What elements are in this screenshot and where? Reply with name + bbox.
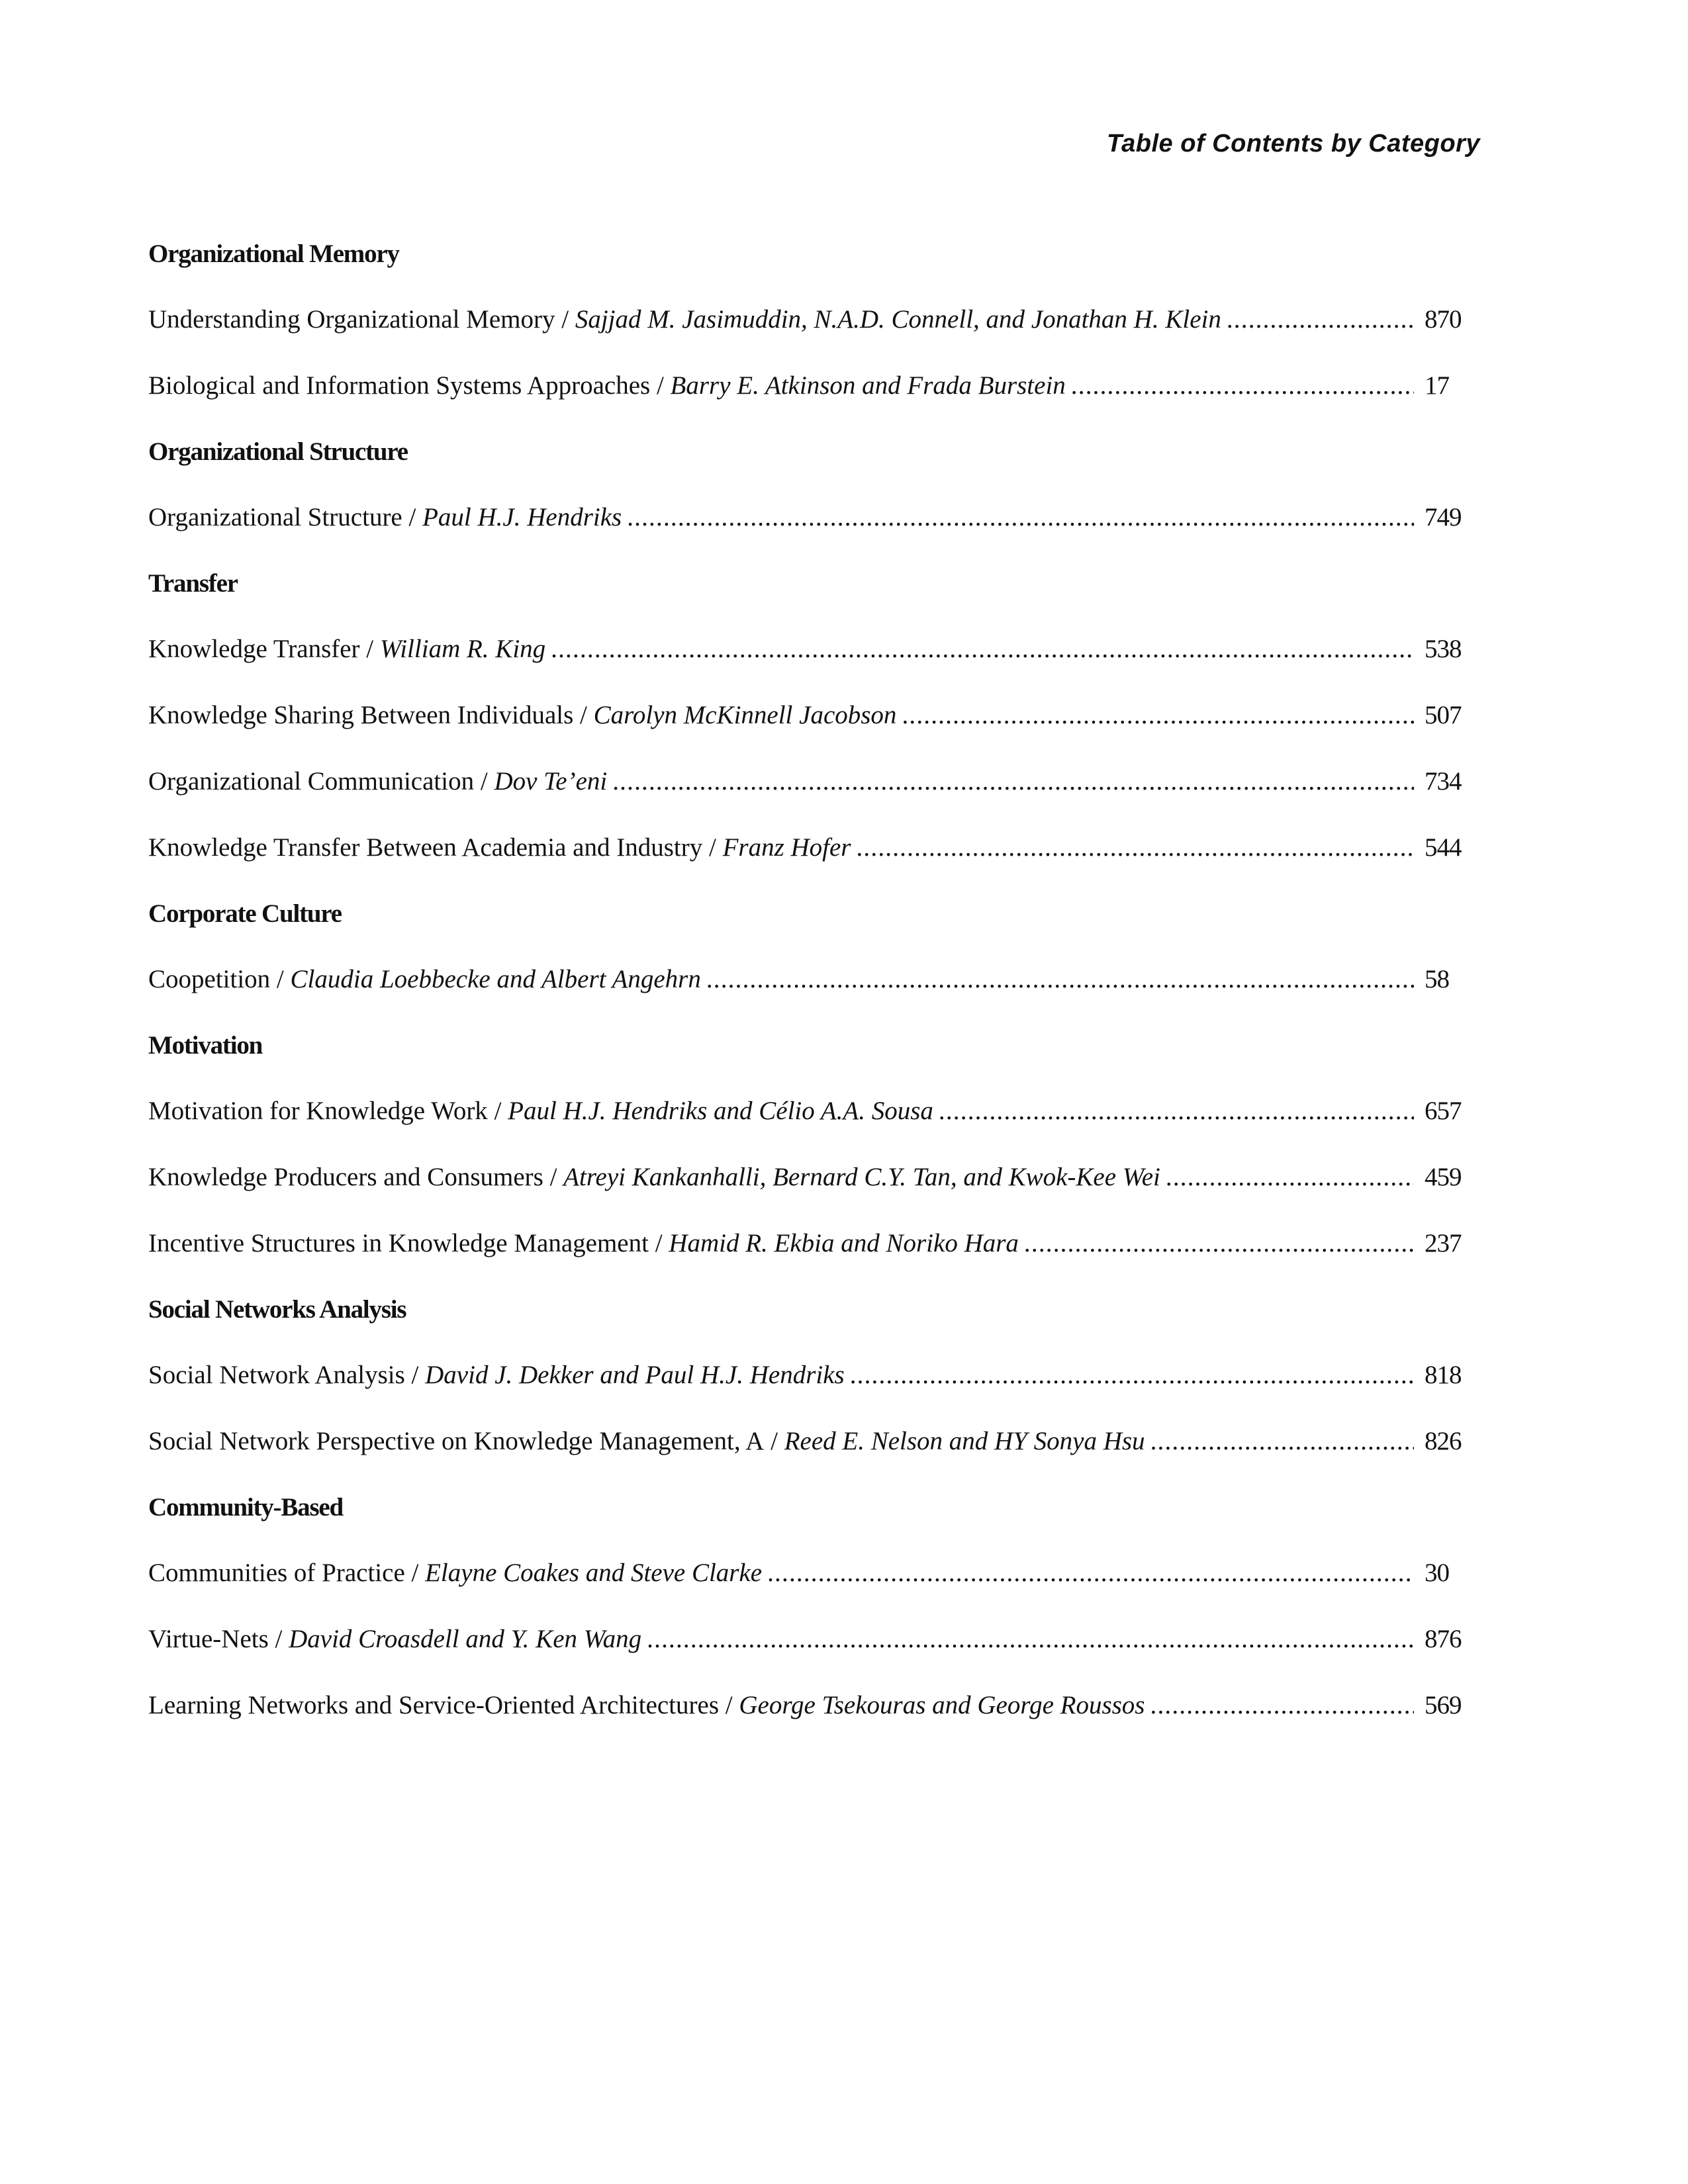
dot-leader xyxy=(627,502,1414,533)
category-heading: Social Networks Analysis xyxy=(148,1295,406,1324)
category-heading: Organizational Structure xyxy=(148,437,408,466)
entry-title: Social Network Perspective on Knowledge Management, A xyxy=(148,1427,765,1455)
entry-page-number: 30 xyxy=(1425,1559,1449,1587)
toc-entry[interactable] xyxy=(148,633,1472,664)
entry-separator: / xyxy=(494,1097,502,1125)
entry-text xyxy=(148,964,1415,995)
entry-page-number: 734 xyxy=(1425,767,1462,796)
dot-leader xyxy=(939,1095,1414,1126)
entry-authors: George Tsekouras and George Roussos xyxy=(739,1691,1145,1719)
dot-leader xyxy=(647,1623,1414,1655)
toc-entry[interactable] xyxy=(148,1426,1472,1457)
entry-separator: / xyxy=(411,1559,419,1587)
entry-page-number: 826 xyxy=(1425,1427,1462,1455)
entry-authors: Atreyi Kankanhalli, Bernard C.Y. Tan, and Kwok-Kee Wei xyxy=(563,1163,1160,1191)
entry-page-number: 237 xyxy=(1425,1229,1462,1257)
entry-page-number: 507 xyxy=(1425,701,1462,729)
entry-text xyxy=(148,1095,1415,1126)
entry-title: Motivation for Knowledge Work xyxy=(148,1097,488,1125)
entry-title: Knowledge Producers and Consumers xyxy=(148,1163,543,1191)
entry-authors: David Croasdell and Y. Ken Wang xyxy=(289,1625,642,1653)
entry-separator: / xyxy=(725,1691,733,1719)
entry-separator: / xyxy=(655,1229,663,1257)
entry-text xyxy=(148,633,1415,664)
entry-text xyxy=(148,766,1415,797)
category-heading: Transfer xyxy=(148,569,238,598)
entry-page-number: 749 xyxy=(1425,503,1462,531)
entry-separator: / xyxy=(480,767,488,796)
entry-separator: / xyxy=(411,1361,419,1389)
entry-page-number: 818 xyxy=(1425,1361,1462,1389)
dot-leader xyxy=(1071,370,1414,401)
entry-separator: / xyxy=(408,503,416,531)
category-organizational-structure xyxy=(148,436,1472,533)
dot-leader xyxy=(767,1557,1414,1588)
toc-entry[interactable] xyxy=(148,1557,1472,1588)
entry-authors: Hamid R. Ekbia and Noriko Hara xyxy=(669,1229,1019,1257)
entry-separator: / xyxy=(549,1163,557,1191)
entry-page-number: 459 xyxy=(1425,1163,1462,1191)
category-heading: Motivation xyxy=(148,1031,263,1060)
dot-leader xyxy=(1227,304,1414,335)
entry-authors: David J. Dekker and Paul H.J. Hendriks xyxy=(425,1361,845,1389)
entry-separator: / xyxy=(708,833,716,862)
category-corporate-culture xyxy=(148,898,1472,995)
entry-page-number: 569 xyxy=(1425,1691,1462,1719)
toc-entry[interactable] xyxy=(148,700,1472,731)
category-transfer xyxy=(148,568,1472,863)
dot-leader xyxy=(1024,1228,1414,1259)
entry-text xyxy=(148,1359,1415,1390)
entry-text xyxy=(148,1623,1415,1655)
entry-title: Understanding Organizational Memory xyxy=(148,305,555,334)
entry-page-number: 870 xyxy=(1425,305,1462,334)
toc-entry[interactable] xyxy=(148,304,1472,335)
dot-leader xyxy=(850,1359,1414,1390)
dot-leader xyxy=(706,964,1414,995)
entry-authors: Franz Hofer xyxy=(722,833,851,862)
entry-page-number: 657 xyxy=(1425,1097,1462,1125)
entry-title: Social Network Analysis xyxy=(148,1361,405,1389)
entry-page-number: 876 xyxy=(1425,1625,1462,1653)
dot-leader xyxy=(612,766,1414,797)
dot-leader xyxy=(856,832,1414,863)
entry-page-number: 544 xyxy=(1425,833,1462,862)
entry-separator: / xyxy=(276,965,284,993)
toc-entry[interactable] xyxy=(148,502,1472,533)
entry-page-number: 17 xyxy=(1425,371,1449,400)
entry-authors: Paul H.J. Hendriks xyxy=(422,503,622,531)
toc-entry[interactable] xyxy=(148,1228,1472,1259)
category-social-networks-analysis xyxy=(148,1294,1472,1457)
toc-entry[interactable] xyxy=(148,370,1472,401)
entry-title: Learning Networks and Service-Oriented Architectures xyxy=(148,1691,719,1719)
entry-authors: Claudia Loebbecke and Albert Angehrn xyxy=(290,965,701,993)
dot-leader xyxy=(1150,1426,1414,1457)
entry-text xyxy=(148,502,1415,533)
entry-title: Knowledge Transfer Between Academia and Industry xyxy=(148,833,703,862)
toc-entry[interactable] xyxy=(148,1690,1472,1721)
entry-authors: Reed E. Nelson and HY Sonya Hsu xyxy=(784,1427,1145,1455)
entry-text xyxy=(148,1557,1415,1588)
entry-text xyxy=(148,832,1415,863)
toc-entry[interactable] xyxy=(148,1095,1472,1126)
entry-title: Communities of Practice xyxy=(148,1559,405,1587)
entry-text xyxy=(148,1426,1415,1457)
entry-authors: Carolyn McKinnell Jacobson xyxy=(593,701,897,729)
entry-authors: Dov Te’eni xyxy=(494,767,608,796)
entry-authors: William R. King xyxy=(379,635,546,663)
toc-entry[interactable] xyxy=(148,1623,1472,1655)
entry-text xyxy=(148,700,1415,731)
entry-separator: / xyxy=(366,635,374,663)
entry-text xyxy=(148,304,1415,335)
page-header-title: Table of Contents by Category xyxy=(1106,130,1480,158)
entry-separator: / xyxy=(656,371,664,400)
entry-title: Virtue-Nets xyxy=(148,1625,269,1653)
entry-title: Knowledge Sharing Between Individuals xyxy=(148,701,574,729)
entry-text xyxy=(148,1228,1415,1259)
category-heading: Corporate Culture xyxy=(148,899,342,928)
category-organizational-memory xyxy=(148,238,1472,401)
entry-title: Biological and Information Systems Approaches xyxy=(148,371,651,400)
category-heading: Community-Based xyxy=(148,1493,344,1522)
entry-separator: / xyxy=(580,701,587,729)
entry-page-number: 58 xyxy=(1425,965,1449,993)
toc-entry[interactable] xyxy=(148,964,1472,995)
dot-leader xyxy=(902,700,1414,731)
entry-text xyxy=(148,370,1415,401)
entry-separator: / xyxy=(771,1427,778,1455)
toc-entry[interactable] xyxy=(148,766,1472,797)
toc-entry[interactable] xyxy=(148,1359,1472,1390)
entry-separator: / xyxy=(561,305,569,334)
category-heading: Organizational Memory xyxy=(148,240,399,268)
entry-authors: Sajjad M. Jasimuddin, N.A.D. Connell, and Jonathan H. Klein xyxy=(575,305,1221,334)
entry-authors: Elayne Coakes and Steve Clarke xyxy=(425,1559,763,1587)
toc-entry[interactable] xyxy=(148,1161,1472,1193)
entry-title: Coopetition xyxy=(148,965,271,993)
entry-text xyxy=(148,1161,1415,1193)
category-motivation xyxy=(148,1030,1472,1259)
entry-title: Knowledge Transfer xyxy=(148,635,360,663)
entry-separator: / xyxy=(275,1625,283,1653)
table-of-contents xyxy=(148,238,1472,1756)
entry-title: Incentive Structures in Knowledge Management xyxy=(148,1229,649,1257)
dot-leader xyxy=(1150,1690,1415,1721)
entry-title: Organizational Communication xyxy=(148,767,475,796)
toc-entry[interactable] xyxy=(148,832,1472,863)
entry-authors: Barry E. Atkinson and Frada Burstein xyxy=(670,371,1066,400)
dot-leader xyxy=(551,633,1414,664)
category-community-based xyxy=(148,1492,1472,1721)
entry-authors: Paul H.J. Hendriks and Célio A.A. Sousa xyxy=(508,1097,933,1125)
entry-page-number: 538 xyxy=(1425,635,1462,663)
entry-title: Organizational Structure xyxy=(148,503,402,531)
entry-text xyxy=(148,1690,1415,1721)
dot-leader xyxy=(1166,1161,1414,1193)
